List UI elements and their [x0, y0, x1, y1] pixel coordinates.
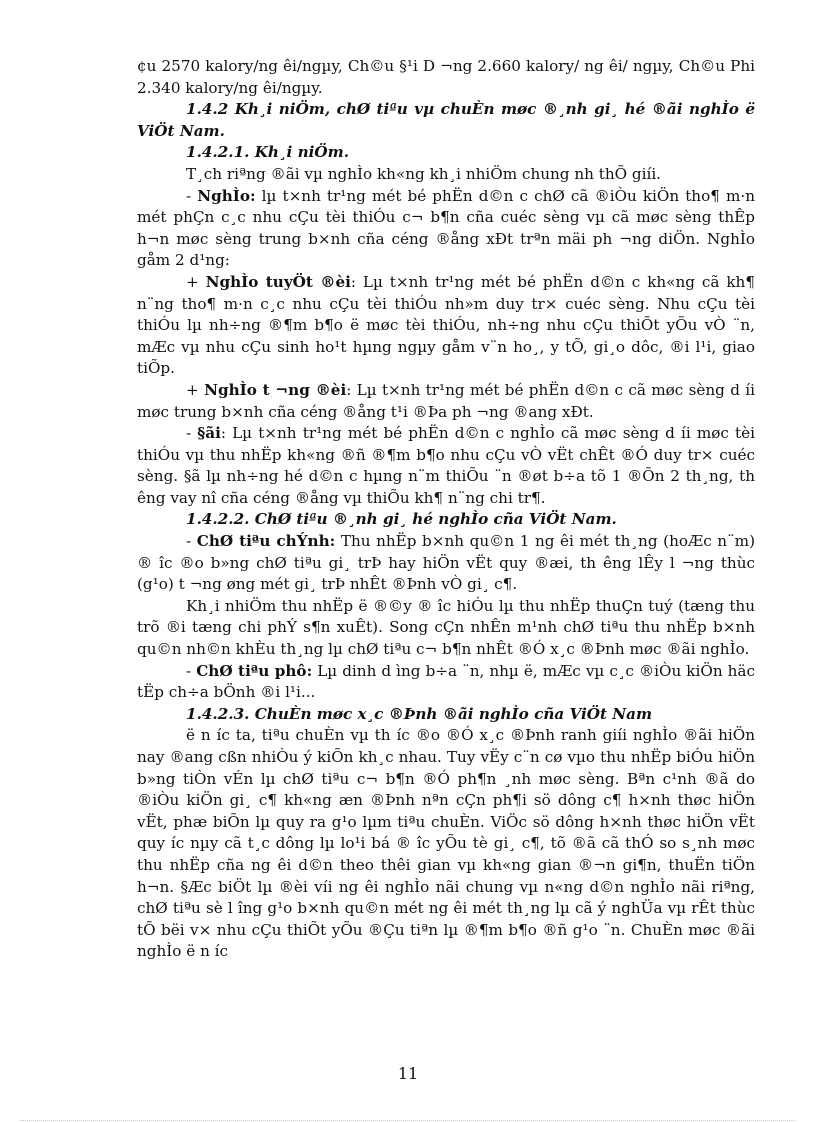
term-label: ChØ tiªu chÝnh: [196, 532, 336, 551]
paragraph-chi-tieu-chinh [137, 531, 755, 596]
subsection-heading: 1.4.2.3. ChuÈn møc x¸c ®Þnh ®ãi nghÌo cña ViÖt Nam [186, 704, 653, 723]
paragraph-chi-tieu-phu [137, 661, 755, 704]
paragraph-chuan-muc [137, 725, 755, 963]
paragraph-ngheo [137, 186, 755, 272]
page-bottom-divider [20, 1120, 796, 1121]
term-label: NghÌo t ¬ng ®èi [204, 380, 347, 399]
text-run: - [186, 424, 198, 443]
heading-1-4-2-2 [137, 509, 755, 531]
text-run: : Lµ t×nh tr¹ng mét bé phËn d©n c nghÌo cã møc sèng d íi møc tèi thiÓu vµ thu nhËp kh«ng ®ñ ®¶m b¶o nhu cÇu vÒ vËt chÊt ®Ó duy tr× cuéc sèng. §ã lµ nh÷ng hé d©n c hµng n¨m thiÕu ¨n ®øt b÷a tõ 1 ®Õn 2 th¸ng, th êng vay nî cña céng ®ång vµ thiÕu kh¶ n¨ng chi tr¶. [137, 424, 755, 507]
text-run: + [186, 380, 205, 399]
paragraph-ngheo-tuong-doi [137, 380, 755, 423]
text-run: ë n íc ta, tiªu chuÈn vµ th íc ®o ®Ó x¸c ®Þnh ranh giíi nghÌo ®ãi hiÖn nay ®ang cßn nhiÒu ý kiÕn kh¸c nhau. Tuy vËy c¨n cø vµo thu nhËp biÓu hiÖn b»ng tiÒn vÉn lµ chØ tiªu c¬ b¶n ®Ó ph¶n ¸nh møc sèng. Bªn c¹nh ®ã do ®iÒu kiÖn gi¸ c¶ kh«ng æn ®Þnh nªn cÇn ph¶i sö dông c¶ h×nh thøc hiÖn vËt, phæ biÕn lµ quy ra g¹o lµm tiªu chuÈn. ViÖc sö dông h×nh thøc hiÖn vËt quy íc nµy cã t¸c dông lµ lo¹i bá ® îc yÕu tè gi¸ c¶, tõ ®ã cã thÓ so s¸nh møc thu nhËp cña ng êi d©n theo thêi gian vµ kh«ng gian ®¬n gi¶n, thuËn tiÖn h¬n. §Æc biÖt lµ ®èi víi ng êi nghÌo nãi chung vµ n«ng d©n nghÌo nãi riªng, chØ tiªu sè l îng g¹o b×nh qu©n mét ng êi mét th¸ng lµ cã ý nghÜa vµ rÊt thùc tÕ bëi v× nhu cÇu thiÕt yÕu ®Çu tiªn lµ ®¶m b¶o ®ñ g¹o ¨n. ChuÈn møc ®ãi nghÌo ë n íc [137, 726, 755, 961]
text-run: : Lµ t×nh tr¹ng mét bé phËn d©n c cã møc sèng d íi møc trung b×nh cña céng ®ång t¹i ®Þa ph ¬ng ®ang xÐt. [137, 380, 755, 421]
text-run: - [186, 186, 198, 205]
text-run: : Lµ t×nh tr¹ng mét bé phËn d©n c kh«ng cã kh¶ n¨ng tho¶ m·n c¸c nhu cÇu tèi thiÓu nh»m duy tr× cuéc sèng. Nhu cÇu tèi thiÓu lµ nh÷ng ®¶m b¶o ë møc tèi thiÓu, nh÷ng nhu cÇu thiÕt yÕu vÒ ¨n, mÆc vµ nhu cÇu sinh ho¹t hµng ngµy gåm v¨n ho¸, y tÕ, gi¸o dôc, ®i l¹i, giao tiÕp. [137, 272, 755, 378]
body-text [137, 56, 755, 963]
text-run: Lµ dinh d ìng b÷a ¨n, nhµ ë, mÆc vµ c¸c ®iÒu kiÖn häc tËp ch÷a bÖnh ®i l¹i... [137, 661, 755, 702]
heading-1-4-2-3 [137, 704, 755, 726]
text-run: - [186, 661, 197, 680]
page-number: 11 [397, 1064, 419, 1083]
heading-1-4-2 [137, 99, 755, 142]
paragraph-doi [137, 423, 755, 509]
heading-1-4-2-1 [137, 142, 755, 164]
term-label: NghÌo tuyÖt ®èi [205, 272, 351, 291]
text-run: Thu nhËp b×nh qu©n 1 ng êi mét th¸ng (hoÆc n¨m) ® îc ®o b»ng chØ tiªu gi¸ trÞ hay hiÖn vËt quy ®æi, th êng lÊy l ¬ng thùc (g¹o) t ¬ng øng mét gi¸ trÞ nhÊt ®Þnh vÒ gi¸ c¶. [137, 532, 755, 594]
text-run: Kh¸i nhiÖm thu nhËp ë ®©y ® îc hiÓu lµ thu nhËp thuÇn tuý (tæng thu trõ ®i tæng chi phÝ s¶n xuÊt). Song cÇn nhÊn m¹nh chØ tiªu thu nhËp b×nh qu©n nh©n khÈu th¸ng lµ chØ tiªu c¬ b¶n nhÊt ®Ó x¸c ®Þnh møc ®ãi nghÌo. [137, 596, 755, 659]
paragraph-definition-intro [137, 164, 755, 186]
paragraph-thu-nhap [137, 596, 755, 661]
term-label: §ãi [197, 424, 221, 443]
term-label: NghÌo: [197, 186, 256, 205]
subsection-heading: 1.4.2.2. ChØ tiªu ®¸nh gi¸ hé nghÌo cña ViÖt Nam. [186, 510, 617, 529]
text-run: - [186, 532, 197, 551]
paragraph-ngheo-tuyet-doi [137, 272, 755, 380]
text-run: T¸ch riªng ®ãi vµ nghÌo kh«ng kh¸i nhiÖm chung nh thÕ giíi. [186, 164, 662, 183]
section-heading: 1.4.2 Kh¸i niÖm, chØ tiªu vµ chuÈn møc ®¸nh gi¸ hé ®ãi nghÌo ë ViÖt Nam. [137, 100, 755, 140]
paragraph-continuation [137, 56, 755, 99]
text-run: ¢u 2570 kalory/ng êi/ngµy, Ch©u §¹i D ¬ng 2.660 kalory/ ng êi/ ngµy, Ch©u Phi 2.340 kalory/ng êi/ngµy. [137, 57, 755, 97]
term-label: ChØ tiªu phô: [196, 661, 313, 680]
text-run: lµ t×nh tr¹ng mét bé phËn d©n c chØ cã ®iÒu kiÖn tho¶ m·n mét phÇn c¸c nhu cÇu tèi thiÓu c¬ b¶n cña cuéc sèng vµ cã møc sèng thÊp h¬n møc sèng trung b×nh cña céng ®ång xÐt trªn mäi ph ¬ng diÖn. NghÌo gåm 2 d¹ng: [137, 186, 755, 270]
subsection-heading: 1.4.2.1. Kh¸i niÖm. [186, 143, 349, 162]
text-run: + [186, 272, 206, 291]
